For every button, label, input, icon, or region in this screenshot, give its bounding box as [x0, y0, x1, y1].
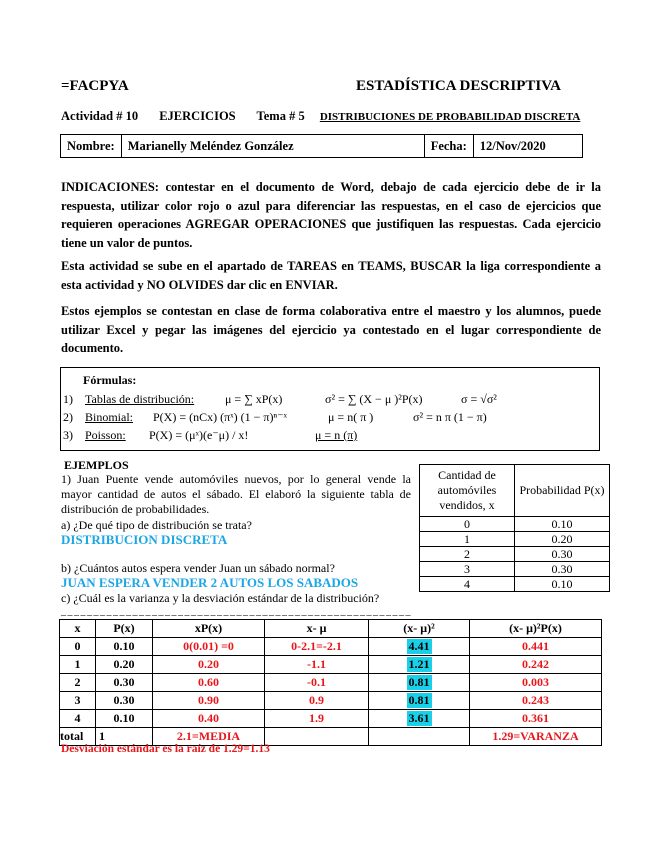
date-label: Fecha: [424, 135, 473, 158]
calc-total-x-mu-sq [369, 728, 470, 746]
formula-poisson-mean: μ = n (π) [315, 428, 358, 442]
highlighted-value: 1.21 [408, 657, 430, 671]
calc-header-xpx: xP(x) [153, 620, 265, 638]
calc-header-px: P(x) [96, 620, 153, 638]
calc-cell-x-mu: 0.9 [265, 692, 369, 710]
prob-cell-p: 0.10 [515, 517, 610, 532]
calc-header-x-mu-sq: (x- μ)² [369, 620, 470, 638]
calc-cell-x-mu-sq [369, 638, 470, 656]
prob-cell-x: 4 [420, 577, 515, 592]
formulas-title: Fórmulas: [83, 373, 137, 387]
highlighted-value: 3.61 [408, 711, 430, 725]
calc-cell-x-mu: 0-2.1=-2.1 [265, 638, 369, 656]
calc-cell-x-mu-sq [369, 692, 470, 710]
calc-cell-xpx: 0.60 [153, 674, 265, 692]
prob-table-header-p: Probabilidad P(x) [515, 465, 610, 517]
prob-cell-p: 0.10 [515, 577, 610, 592]
calc-table-row [60, 638, 602, 656]
formulas-box [60, 367, 600, 451]
calc-table-row [60, 710, 602, 728]
document-title: ESTADÍSTICA DESCRIPTIVA [356, 78, 561, 94]
calc-total-x-mu-sq-px: 1.29=VARANZA [470, 728, 602, 746]
calc-table-row [60, 656, 602, 674]
calc-cell-x: 2 [60, 674, 96, 692]
student-info-table [60, 134, 583, 158]
topic-number: Tema # 5 [256, 109, 305, 123]
calc-cell-x-mu-sq [369, 656, 470, 674]
calc-cell-px: 0.30 [96, 692, 153, 710]
date-value: 12/Nov/2020 [473, 135, 582, 158]
calc-cell-px: 0.20 [96, 656, 153, 674]
calc-table-row [60, 692, 602, 710]
calc-cell-x-mu-sq-px: 0.003 [470, 674, 602, 692]
calc-cell-x-mu: -0.1 [265, 674, 369, 692]
calc-cell-px: 0.10 [96, 710, 153, 728]
prob-table-header-x: Cantidad de automóviles vendidos, x [420, 465, 515, 517]
calc-cell-x: 4 [60, 710, 96, 728]
formula-name: Binomial: [85, 410, 133, 424]
name-value: Marianelly Meléndez González [121, 135, 424, 158]
calc-cell-xpx: 0.40 [153, 710, 265, 728]
probability-table [419, 464, 610, 592]
prob-cell-x: 2 [420, 547, 515, 562]
prob-cell-p: 0.30 [515, 547, 610, 562]
calc-header-x: x [60, 620, 96, 638]
formula-poisson-p: P(X) = (μˣ)(e⁻μ) / x! [149, 428, 249, 442]
highlighted-value: 0.81 [408, 675, 430, 689]
formula-name: Poisson: [85, 428, 126, 442]
prob-table-row [420, 577, 610, 592]
calc-cell-x-mu-sq-px: 0.242 [470, 656, 602, 674]
problem-statement: 1) Juan Puente vende automóviles nuevos, por lo general vende la mayor cantidad de autos el sábado. El elaboró la siguiente tabla de distribución de probabilidades. [61, 472, 411, 516]
calc-cell-x-mu-sq [369, 710, 470, 728]
calc-total-xpx: 2.1=MEDIA [153, 728, 265, 746]
prob-table-row [420, 562, 610, 577]
calc-cell-x-mu-sq-px: 0.441 [470, 638, 602, 656]
prob-cell-x: 0 [420, 517, 515, 532]
calc-header-x-mu: x- μ [265, 620, 369, 638]
prob-table-row [420, 547, 610, 562]
question-c: c) ¿Cuál es la varianza y la desviación estándar de la distribución? [61, 591, 380, 605]
instructions-paragraph: INDICACIONES: contestar en el documento de Word, debajo de cada ejercicio debe de ir la respuesta, utilizar color rojo o azul para diferenciar las respuestas, en el caso de ejercicios que requieren operaciones AGREGAR OPERACIONES que justifiquen las respuestas. Cada ejercicio tiene un valor de puntos. [61, 180, 601, 250]
prob-cell-p: 0.30 [515, 562, 610, 577]
name-label: Nombre: [61, 135, 122, 158]
formula-mean: μ = ∑ xP(x) [225, 392, 283, 406]
calc-cell-x: 1 [60, 656, 96, 674]
calc-cell-x: 3 [60, 692, 96, 710]
prob-cell-p: 0.20 [515, 532, 610, 547]
topic-title: DISTRIBUCIONES DE PROBABILIDAD DISCRETA [319, 111, 581, 123]
calc-cell-x-mu-sq [369, 674, 470, 692]
calculation-table [59, 619, 602, 746]
question-a: a) ¿De qué tipo de distribución se trata? [61, 518, 252, 532]
prob-table-row [420, 532, 610, 547]
calc-cell-x-mu: 1.9 [265, 710, 369, 728]
activity-number: Actividad # 10 [61, 109, 139, 123]
formula-number: 3) [63, 428, 73, 442]
formula-number: 2) [63, 410, 73, 424]
formula-number: 1) [63, 392, 73, 406]
highlighted-value: 0.81 [408, 693, 430, 707]
prob-table-row [420, 517, 610, 532]
calc-total-x: total [60, 728, 96, 746]
exercises-label: EJERCICIOS [159, 109, 236, 123]
activity-line [61, 109, 598, 124]
formula-name: Tablas de distribución: [85, 392, 195, 406]
calc-cell-px: 0.30 [96, 674, 153, 692]
calc-total-x-mu [265, 728, 369, 746]
calc-cell-x-mu-sq-px: 0.361 [470, 710, 602, 728]
calc-total-px: 1 [96, 728, 153, 746]
dashed-rule: _ _ _ _ _ _ _ _ _ _ _ _ _ _ _ _ _ _ _ _ _ _ _ _ _ _ _ _ _ _ _ _ _ _ _ _ _ _ _ _ _ _ _ _ _ _ _ _ _ _ _ _ _ _ [61, 606, 410, 617]
calc-cell-x-mu-sq-px: 0.243 [470, 692, 602, 710]
highlighted-value: 4.41 [408, 639, 430, 653]
examples-title: EJEMPLOS [64, 458, 129, 472]
calc-table-row [60, 674, 602, 692]
org-heading: =FACPYA [61, 78, 129, 94]
calc-cell-xpx: 0.20 [153, 656, 265, 674]
formula-variance: σ² = ∑ (X − μ )²P(x) [325, 392, 423, 406]
calc-cell-px: 0.10 [96, 638, 153, 656]
teams-paragraph: Esta actividad se sube en el apartado de TAREAS en TEAMS, BUSCAR la liga correspondiente a esta actividad y NO OLVIDES dar clic en ENVIAR. [61, 259, 601, 292]
answer-b: JUAN ESPERA VENDER 2 AUTOS LOS SABADOS [61, 575, 359, 590]
std-dev-note: Desviación estándar es la raíz de 1.29=1.13 [61, 743, 270, 755]
question-b: b) ¿Cuántos autos espera vender Juan un sábado normal? [61, 561, 335, 575]
formula-std: σ = √σ² [461, 392, 497, 406]
calc-cell-xpx: 0.90 [153, 692, 265, 710]
calc-cell-x-mu: -1.1 [265, 656, 369, 674]
prob-cell-x: 3 [420, 562, 515, 577]
formula-binomial-p: P(X) = (nCx) (πˣ) (1 − π)ⁿ⁻ˣ [153, 410, 288, 424]
formula-binomial-mean: μ = n( π ) [328, 410, 374, 424]
calc-cell-x: 0 [60, 638, 96, 656]
examples-note-paragraph: Estos ejemplos se contestan en clase de forma colaborativa entre el maestro y los alumnos, puede utilizar Excel y pegar las imágenes del ejercicio ya contestado en el lugar correspondiente de documento. [61, 304, 601, 355]
prob-cell-x: 1 [420, 532, 515, 547]
formula-binomial-variance: σ² = n π (1 − π) [413, 410, 487, 424]
answer-a: DISTRIBUCION DISCRETA [61, 532, 228, 547]
calc-header-x-mu-sq-px: (x- μ)²P(x) [470, 620, 602, 638]
calc-cell-xpx: 0(0.01) =0 [153, 638, 265, 656]
